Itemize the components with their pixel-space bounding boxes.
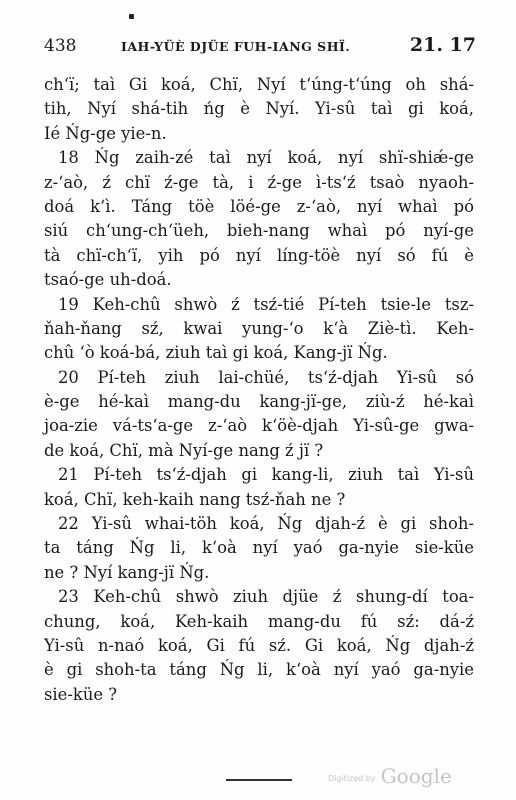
digitized-by-google-watermark — [328, 764, 452, 788]
text-line: Ié Ńg-ge yie-n. — [44, 123, 167, 143]
text-line: 23 Keh-chû shwò ziuh djüe ź shung-dí toa- — [58, 587, 474, 607]
text-line: koá, Chï, keh-kaih nang tsź-ňah ne ? — [44, 489, 346, 509]
watermark-brand: Google — [380, 764, 452, 788]
text-line: ňah-ňang sź, kwai yung-‘o k‘à Ziè-tì. Keh- — [44, 318, 474, 338]
text-line: tsaó-ge uh-doá. — [44, 270, 172, 290]
text-line: de koá, Chï, mà Nyí-ge nang ź jï ? — [44, 440, 324, 460]
ink-mark — [129, 14, 134, 19]
text-line: doá k‘ì. Táng töè löé-ge z-‘aò, nyí whaì pó — [44, 196, 474, 216]
text-line: è gi shoh-ta táng Ńg li, k‘oà nyí yaó ga-nyie — [44, 660, 474, 680]
running-title: IAH-YÜÈ DJÜE FUH-IANG SHÏ. — [121, 39, 351, 54]
page-number: 438 — [44, 36, 77, 56]
watermark-prefix: Digitized by — [328, 774, 376, 783]
text-line: 18 Ńg zaih-zé taì nyí koá, nyí shï-shiǽ-ge — [58, 148, 474, 168]
text-line: 19 Keh-chû shwò ź tsź-tié Pí-teh tsie-le tsz- — [58, 294, 474, 314]
text-line: chung, koá, Keh-kaih mang-du fú sź: dá-ź — [44, 611, 474, 631]
body-text — [44, 73, 474, 707]
text-line: tà chï-ch‘ï, yih pó nyí líng-töè nyí só fú è — [44, 245, 474, 265]
text-line: 20 Pí-teh ziuh lai-chüé, ts‘ź-djah Yi-sû só — [58, 367, 474, 387]
text-line: 21 Pí-teh ts‘ź-djah gi kang-li, ziuh taì Yi-sû — [58, 465, 474, 485]
text-line: siú ch‘ung-ch‘üeh, bieh-nang whaì pó nyí-ge — [44, 221, 474, 241]
text-line: 22 Yi-sû whai-töh koá, Ńg djah-ź è gi shoh- — [58, 514, 474, 534]
text-line: sie-küe ? — [44, 684, 118, 704]
chapter-verse-reference: 21. 17 — [409, 34, 476, 56]
page-header — [44, 36, 476, 62]
text-line: ne ? Nyí kang-jï Ńg. — [44, 562, 210, 582]
text-line: z-‘aò, ź chï ź-ge tà, i ź-ge ì-ts‘ź tsaò nyaoh- — [44, 172, 474, 192]
text-line: Yi-sû n-naó koá, Gi fú sź. Gi koá, Ńg djah-ź — [44, 635, 474, 655]
text-line: è-ge hé-kaì mang-du kang-jï-ge, ziù-ź hé-kaì — [44, 392, 474, 412]
footer-rule — [226, 779, 292, 781]
text-line: ch‘ï; taì Gi koá, Chï, Nyí t‘úng-t‘úng oh shá- — [44, 75, 474, 94]
text-line: chû ‘ò koá-bá, ziuh taì gi koá, Kang-jï Ńg. — [44, 343, 388, 363]
text-line: tih, Nyí shá-tih ńg è Nyí. Yi-sû taì gi koá, — [44, 99, 474, 119]
text-line: joa-zie vá-ts‘a-ge z-‘aò k‘öè-djah Yi-sû-ge gwa- — [44, 416, 474, 436]
text-line: ta táng Ńg li, k‘oà nyí yaó ga-nyie sie-küe — [44, 538, 474, 558]
